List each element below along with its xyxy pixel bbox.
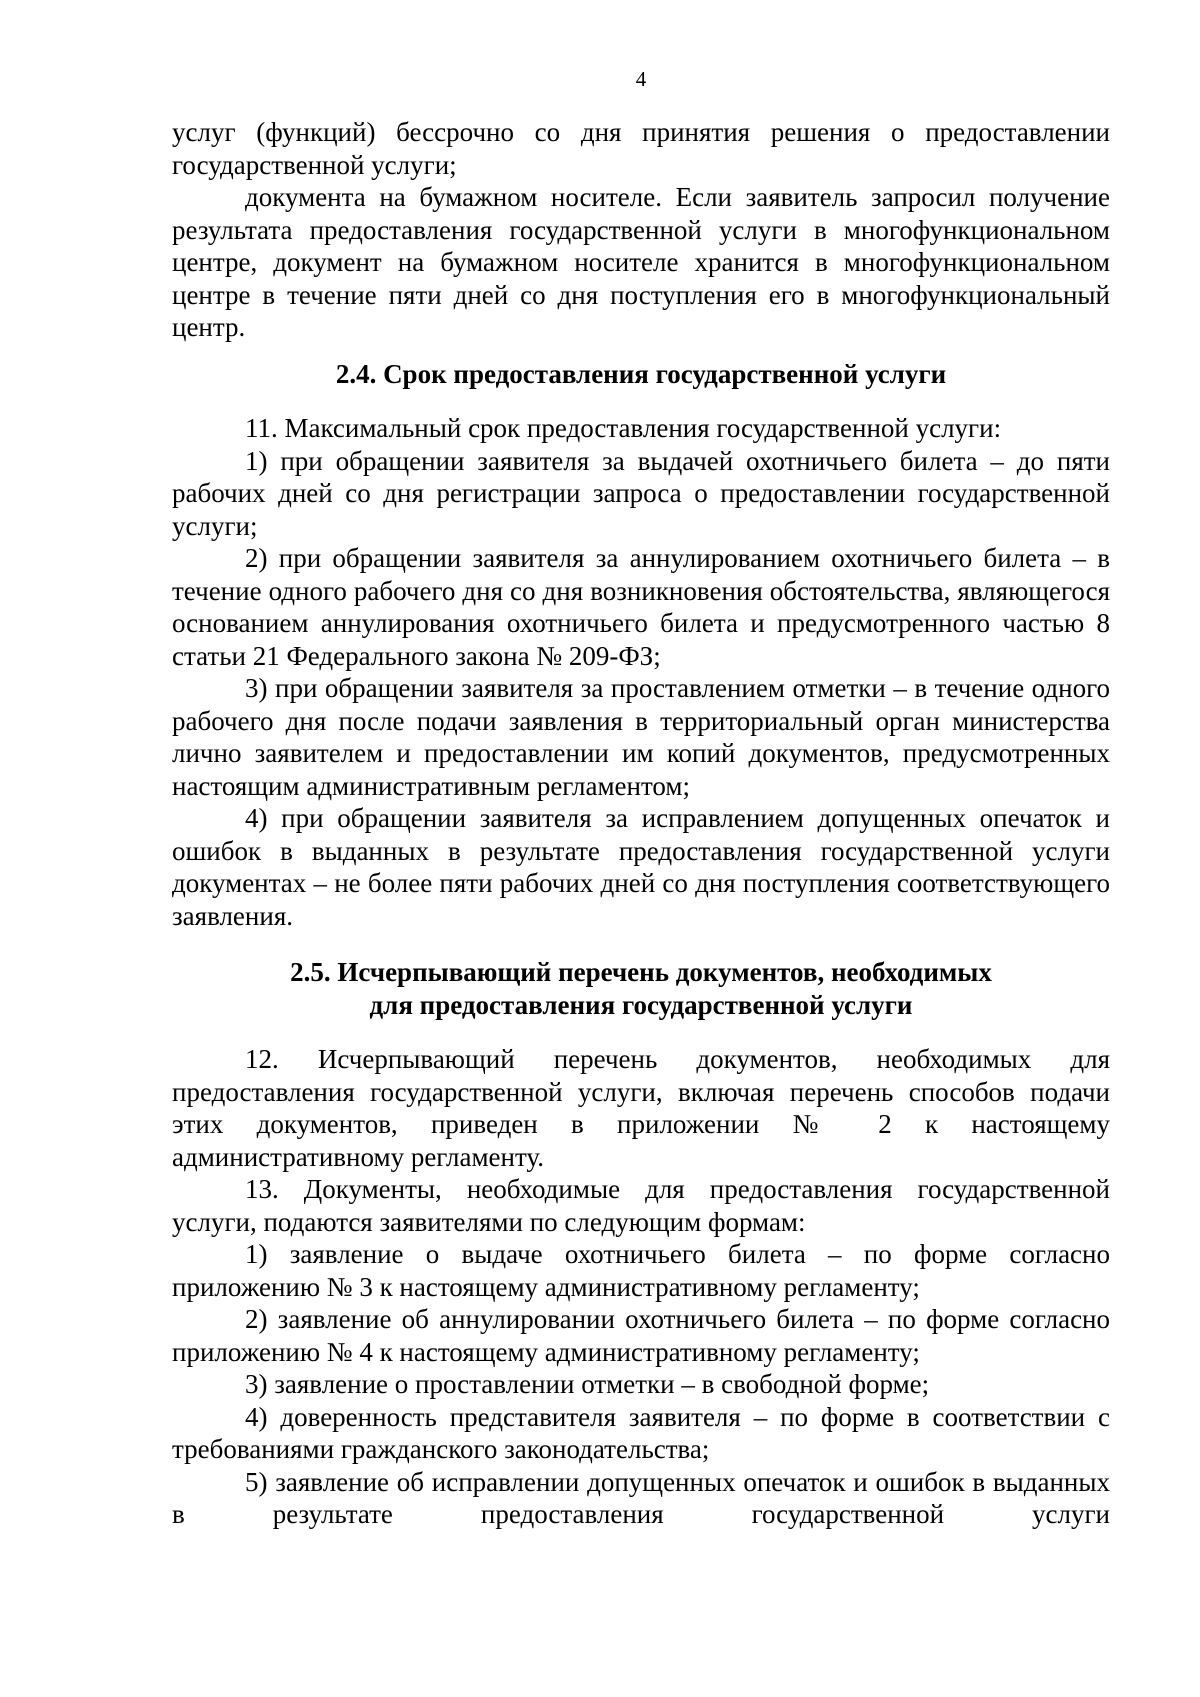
paragraph: 4) доверенность представителя заявителя – по форме в соответствии с требованиями гражданского законодательства; — [172, 1401, 1110, 1464]
section-heading-line: для предоставления государственной услуги — [369, 989, 913, 1020]
paragraph: 1) заявление о выдаче охотничьего билета – по форме согласно приложению № 3 к настоящему административному регламенту; — [172, 1239, 1110, 1302]
paragraph: 5) заявление об исправлении допущенных опечаток и ошибок в выданных в результате предоставления государственной услуги — [172, 1466, 1110, 1529]
paragraph: 11. Максимальный срок предоставления государственной услуги: — [245, 413, 1002, 443]
paragraph: 13. Документы, необходимые для предоставления государственной услуги, подаются заявителями по следующим формам: — [172, 1174, 1110, 1237]
paragraph: услуг (функций) бессрочно со дня принятия решения о предоставлении государственной услуги; — [172, 117, 1110, 180]
paragraph: 2) при обращении заявителя за аннулированием охотничьего билета – в течение одного рабочего дня со дня возникновения обстоятельства, являющегося основанием аннулирования охотничьего билета и предусмотренного частью 8 статьи 21 Федерального закона № 209-ФЗ; — [172, 543, 1110, 671]
paragraph: 4) при обращении заявителя за исправлением допущенных опечаток и ошибок в выданных в результате предоставления государственной услуги документах – не более пяти рабочих дней со дня поступления соответствующего заявления. — [172, 803, 1110, 931]
page-number: 4 — [635, 67, 647, 91]
paragraph: 2) заявление об аннулировании охотничьего билета – по форме согласно приложению № 4 к настоящему административному регламенту; — [172, 1304, 1110, 1367]
paragraph: документа на бумажном носителе. Если заявитель запросил получение результата предоставления государственной услуги в многофункциональном центре, документ на бумажном носителе хранится в многофункциональном центре в течение пяти дней со дня поступления его в многофункциональный центр. — [172, 182, 1110, 342]
paragraph: 3) при обращении заявителя за проставлением отметки – в течение одного рабочего дня после подачи заявления в территориальный орган министерства лично заявителем и предоставлении им копий документов, предусмотренных настоящим административным регламентом; — [172, 673, 1110, 801]
paragraph: 1) при обращении заявителя за выдачей охотничьего билета – до пяти рабочих дней со дня регистрации запроса о предоставлении государственной услуги; — [172, 445, 1110, 541]
section-heading-line: 2.5. Исчерпывающий перечень документов, необходимых — [290, 957, 992, 987]
paragraph: 3) заявление о проставлении отметки – в свободной форме; — [245, 1369, 930, 1399]
section-heading-2-4: 2.4. Срок предоставления государственной услуги — [335, 358, 947, 389]
paragraph: 12. Исчерпывающий перечень документов, необходимых для предоставления государственной услуги, включая перечень способов подачи этих документов, приведен в приложении № 2 к настоящему административному регламенту. — [172, 1044, 1110, 1172]
section-heading-2-5 — [172, 956, 1110, 1021]
